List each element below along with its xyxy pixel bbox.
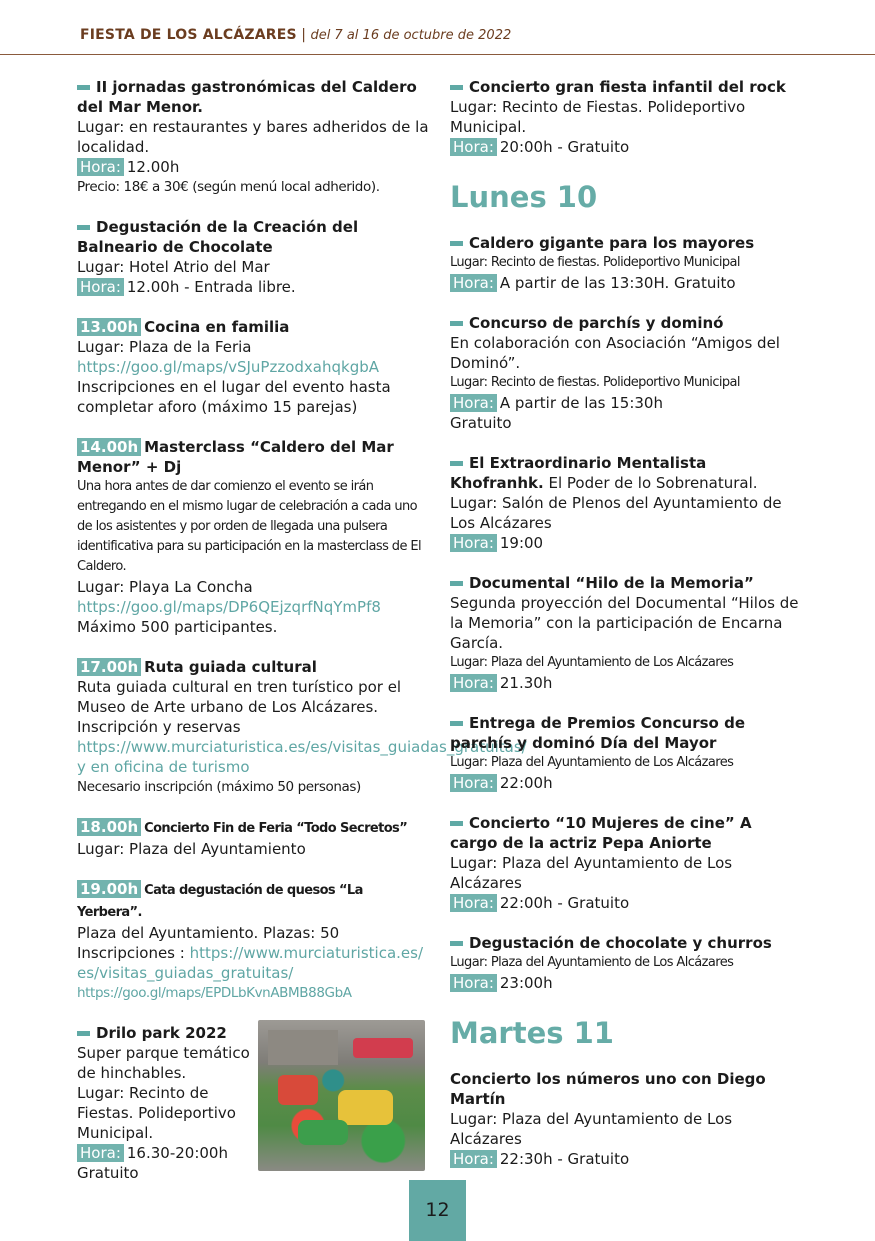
event-chocolate-churros xyxy=(450,933,802,993)
event-title: 19.00h Cata degustación de quesos “La Yerbera”. xyxy=(77,880,363,920)
event-place: Lugar: Plaza del Ayuntamiento xyxy=(77,840,306,858)
event-entrega-premios xyxy=(450,713,802,793)
event-title: Drilo park 2022 xyxy=(77,1023,252,1043)
event-title: Documental “Hilo de la Memoria” xyxy=(450,573,802,593)
event-title: Entrega de Premios Concurso de parchís y dominó Día del Mayor xyxy=(450,714,745,752)
hora-label: Hora: xyxy=(450,534,497,552)
event-map-link[interactable]: https://goo.gl/maps/EPDLbKvnABMB88GbA xyxy=(77,985,352,1001)
teal-dash-icon xyxy=(77,1031,90,1036)
event-title: 14.00h Masterclass “Caldero del Mar Menor” + Dj xyxy=(77,438,394,476)
event-place: Lugar: Plaza del Ayuntamiento de Los Alcázares xyxy=(450,955,734,970)
time-tag: 13.00h xyxy=(77,318,141,336)
event-title: El Extraordinario Mentalista Khofranhk. El Poder de lo Sobrenatural. xyxy=(450,454,758,492)
event-registration: Inscripciones : https://www.murciaturistica.es/es/visitas_guiadas_gratuitas/ xyxy=(77,944,424,982)
hora-label: Hora: xyxy=(450,974,497,992)
event-price: Gratuito xyxy=(450,414,512,432)
hora-label: Hora: xyxy=(450,894,497,912)
event-time: Hora: 22:00h - Gratuito xyxy=(450,893,802,913)
teal-dash-icon xyxy=(450,721,463,726)
time-tag: 17.00h xyxy=(77,658,141,676)
header-dates: del 7 al 16 de octubre de 2022 xyxy=(310,28,512,43)
event-concierto-fin-feria xyxy=(77,817,429,859)
teal-dash-icon xyxy=(450,321,463,326)
hora-label: Hora: xyxy=(450,774,497,792)
event-fiesta-infantil-rock xyxy=(450,77,802,157)
event-title: 13.00h Cocina en familia xyxy=(77,317,429,337)
event-note: Inscripciones en el lugar del evento hasta completar aforo (máximo 15 parejas) xyxy=(77,378,391,416)
hora-label: Hora: xyxy=(450,674,497,692)
event-note: Necesario inscripción (máximo 50 personas) xyxy=(77,779,361,795)
right-column xyxy=(450,77,802,1189)
event-time: Hora: 21.30h xyxy=(450,673,802,693)
event-place: Lugar: Playa La Concha xyxy=(77,578,253,596)
teal-dash-icon xyxy=(77,85,90,90)
time-tag: 19.00h xyxy=(77,880,141,898)
event-place: Lugar: Plaza del Ayuntamiento de Los Alcázares xyxy=(450,755,734,770)
time-tag: 18.00h xyxy=(77,818,141,836)
teal-dash-icon xyxy=(450,581,463,586)
hora-label: Hora: xyxy=(450,274,497,292)
event-place: Lugar: Plaza del Ayuntamiento de Los Alcázares xyxy=(450,655,734,670)
hora-label: Hora: xyxy=(450,138,497,156)
event-time: Hora: 12.00h xyxy=(77,157,429,177)
event-description: Segunda proyección del Documental “Hilos de la Memoria” con la participación de Encarna García. xyxy=(450,594,799,652)
event-title: Concierto gran fiesta infantil del rock xyxy=(450,77,802,97)
event-title: 18.00h Concierto Fin de Feria “Todo Secretos” xyxy=(77,817,429,839)
event-text xyxy=(77,1023,252,1183)
event-caldero-jornadas xyxy=(77,77,429,197)
page-header xyxy=(80,25,511,46)
event-time: Hora: 16.30-20:00h xyxy=(77,1143,252,1163)
event-time: Hora: A partir de las 13:30H. Gratuito xyxy=(450,273,802,293)
event-cata-quesos xyxy=(77,879,429,1003)
event-price: Gratuito xyxy=(77,1164,139,1182)
teal-dash-icon xyxy=(450,821,463,826)
event-place: Lugar: Recinto de Fiestas. Polideportivo Municipal. xyxy=(77,1084,236,1142)
hora-label: Hora: xyxy=(450,394,497,412)
hora-label: Hora: xyxy=(77,1144,124,1162)
event-place: Lugar: Recinto de Fiestas. Polideportivo Municipal. xyxy=(450,98,746,136)
event-drilo-park xyxy=(77,1023,429,1183)
event-place: Lugar: en restaurantes y bares adheridos de la localidad. xyxy=(77,118,429,156)
event-documental xyxy=(450,573,802,693)
teal-dash-icon xyxy=(450,941,463,946)
event-price: Precio: 18€ a 30€ (según menú local adherido). xyxy=(77,179,380,195)
event-caldero-gigante xyxy=(450,233,802,293)
event-time: Hora: 12.00h - Entrada libre. xyxy=(77,277,429,297)
event-description: En colaboración con Asociación “Amigos del Dominó”. xyxy=(450,334,780,372)
day-heading-martes: Martes 11 xyxy=(450,1016,614,1050)
event-title: Concurso de parchís y dominó xyxy=(450,313,802,333)
teal-dash-icon xyxy=(450,85,463,90)
event-place: Lugar: Plaza del Ayuntamiento de Los Alcázares xyxy=(450,1110,733,1148)
event-note: Máximo 500 participantes. xyxy=(77,618,278,636)
event-place: Lugar: Recinto de fiestas. Polideportivo Municipal xyxy=(450,375,740,390)
page-number: 12 xyxy=(409,1180,466,1241)
event-map-link[interactable]: https://goo.gl/maps/DP6QEjzqrfNqYmPf8 xyxy=(77,598,381,616)
bouncy-castle-park-photo xyxy=(258,1020,425,1171)
teal-dash-icon xyxy=(77,225,90,230)
event-place: Plaza del Ayuntamiento. Plazas: 50 xyxy=(77,924,340,942)
event-masterclass-caldero xyxy=(77,437,429,637)
event-title: 17.00h Ruta guiada cultural xyxy=(77,657,429,677)
teal-dash-icon xyxy=(450,241,463,246)
event-time: Hora: A partir de las 15:30h xyxy=(450,393,802,413)
event-place: Lugar: Plaza del Ayuntamiento de Los Alcázares xyxy=(450,854,733,892)
day-heading-lunes: Lunes 10 xyxy=(450,180,598,214)
header-brand: FIESTA DE LOS ALCÁZARES xyxy=(80,27,297,43)
event-parchis-domino xyxy=(450,313,802,433)
time-tag: 14.00h xyxy=(77,438,141,456)
event-link[interactable]: https://www.murciaturistica.es/es/visitas_guiadas_gratuitas/ y en oficina de turismo xyxy=(77,738,527,776)
event-concierto-mujeres-cine xyxy=(450,813,802,913)
event-place: Lugar: Recinto de fiestas. Polideportivo Municipal xyxy=(450,255,740,270)
event-map-link[interactable]: https://goo.gl/maps/vSJuPzzodxahqkgbA xyxy=(77,358,379,376)
event-registration: Inscripción y reservas xyxy=(77,718,241,736)
event-time: Hora: 22:30h - Gratuito xyxy=(450,1149,802,1169)
event-concierto-diego-martin xyxy=(450,1069,802,1169)
event-title: Concierto los números uno con Diego Martín xyxy=(450,1070,766,1108)
event-place: Lugar: Salón de Plenos del Ayuntamiento de Los Alcázares xyxy=(450,494,782,532)
event-title: II jornadas gastronómicas del Caldero del Mar Menor. xyxy=(77,78,417,116)
header-divider xyxy=(0,54,875,55)
event-link[interactable]: https://www.murciaturistica.es/es/visitas_guiadas_gratuitas/ xyxy=(77,944,424,982)
event-description: Una hora antes de dar comienzo el evento se irán entregando en el mismo lugar de celebración a cada uno de los asistentes y por orden de llegada una pulsera identificativa para su participación en la masterclass de El Caldero. xyxy=(77,479,422,574)
event-description: Super parque temático de hinchables. xyxy=(77,1044,250,1082)
event-place: Lugar: Plaza de la Feria xyxy=(77,338,252,356)
event-mentalista xyxy=(450,453,802,553)
event-time: Hora: 19:00 xyxy=(450,533,802,553)
event-cocina-familia xyxy=(77,317,429,417)
header-separator: | xyxy=(301,27,306,43)
event-title: Degustación de la Creación del Balneario de Chocolate xyxy=(77,218,359,256)
event-balneario-chocolate xyxy=(77,217,429,297)
teal-dash-icon xyxy=(450,461,463,466)
event-time: Hora: 22:00h xyxy=(450,773,802,793)
event-place: Lugar: Hotel Atrio del Mar xyxy=(77,258,270,276)
event-description: Ruta guiada cultural en tren turístico por el Museo de Arte urbano de Los Alcázares. xyxy=(77,678,402,716)
hora-label: Hora: xyxy=(450,1150,497,1168)
event-title: Degustación de chocolate y churros xyxy=(450,933,802,953)
event-time: Hora: 20:00h - Gratuito xyxy=(450,137,802,157)
event-title: Caldero gigante para los mayores xyxy=(450,233,802,253)
event-title: Concierto “10 Mujeres de cine” A cargo de la actriz Pepa Aniorte xyxy=(450,814,752,852)
event-time: Hora: 23:00h xyxy=(450,973,802,993)
hora-label: Hora: xyxy=(77,158,124,176)
hora-label: Hora: xyxy=(77,278,124,296)
